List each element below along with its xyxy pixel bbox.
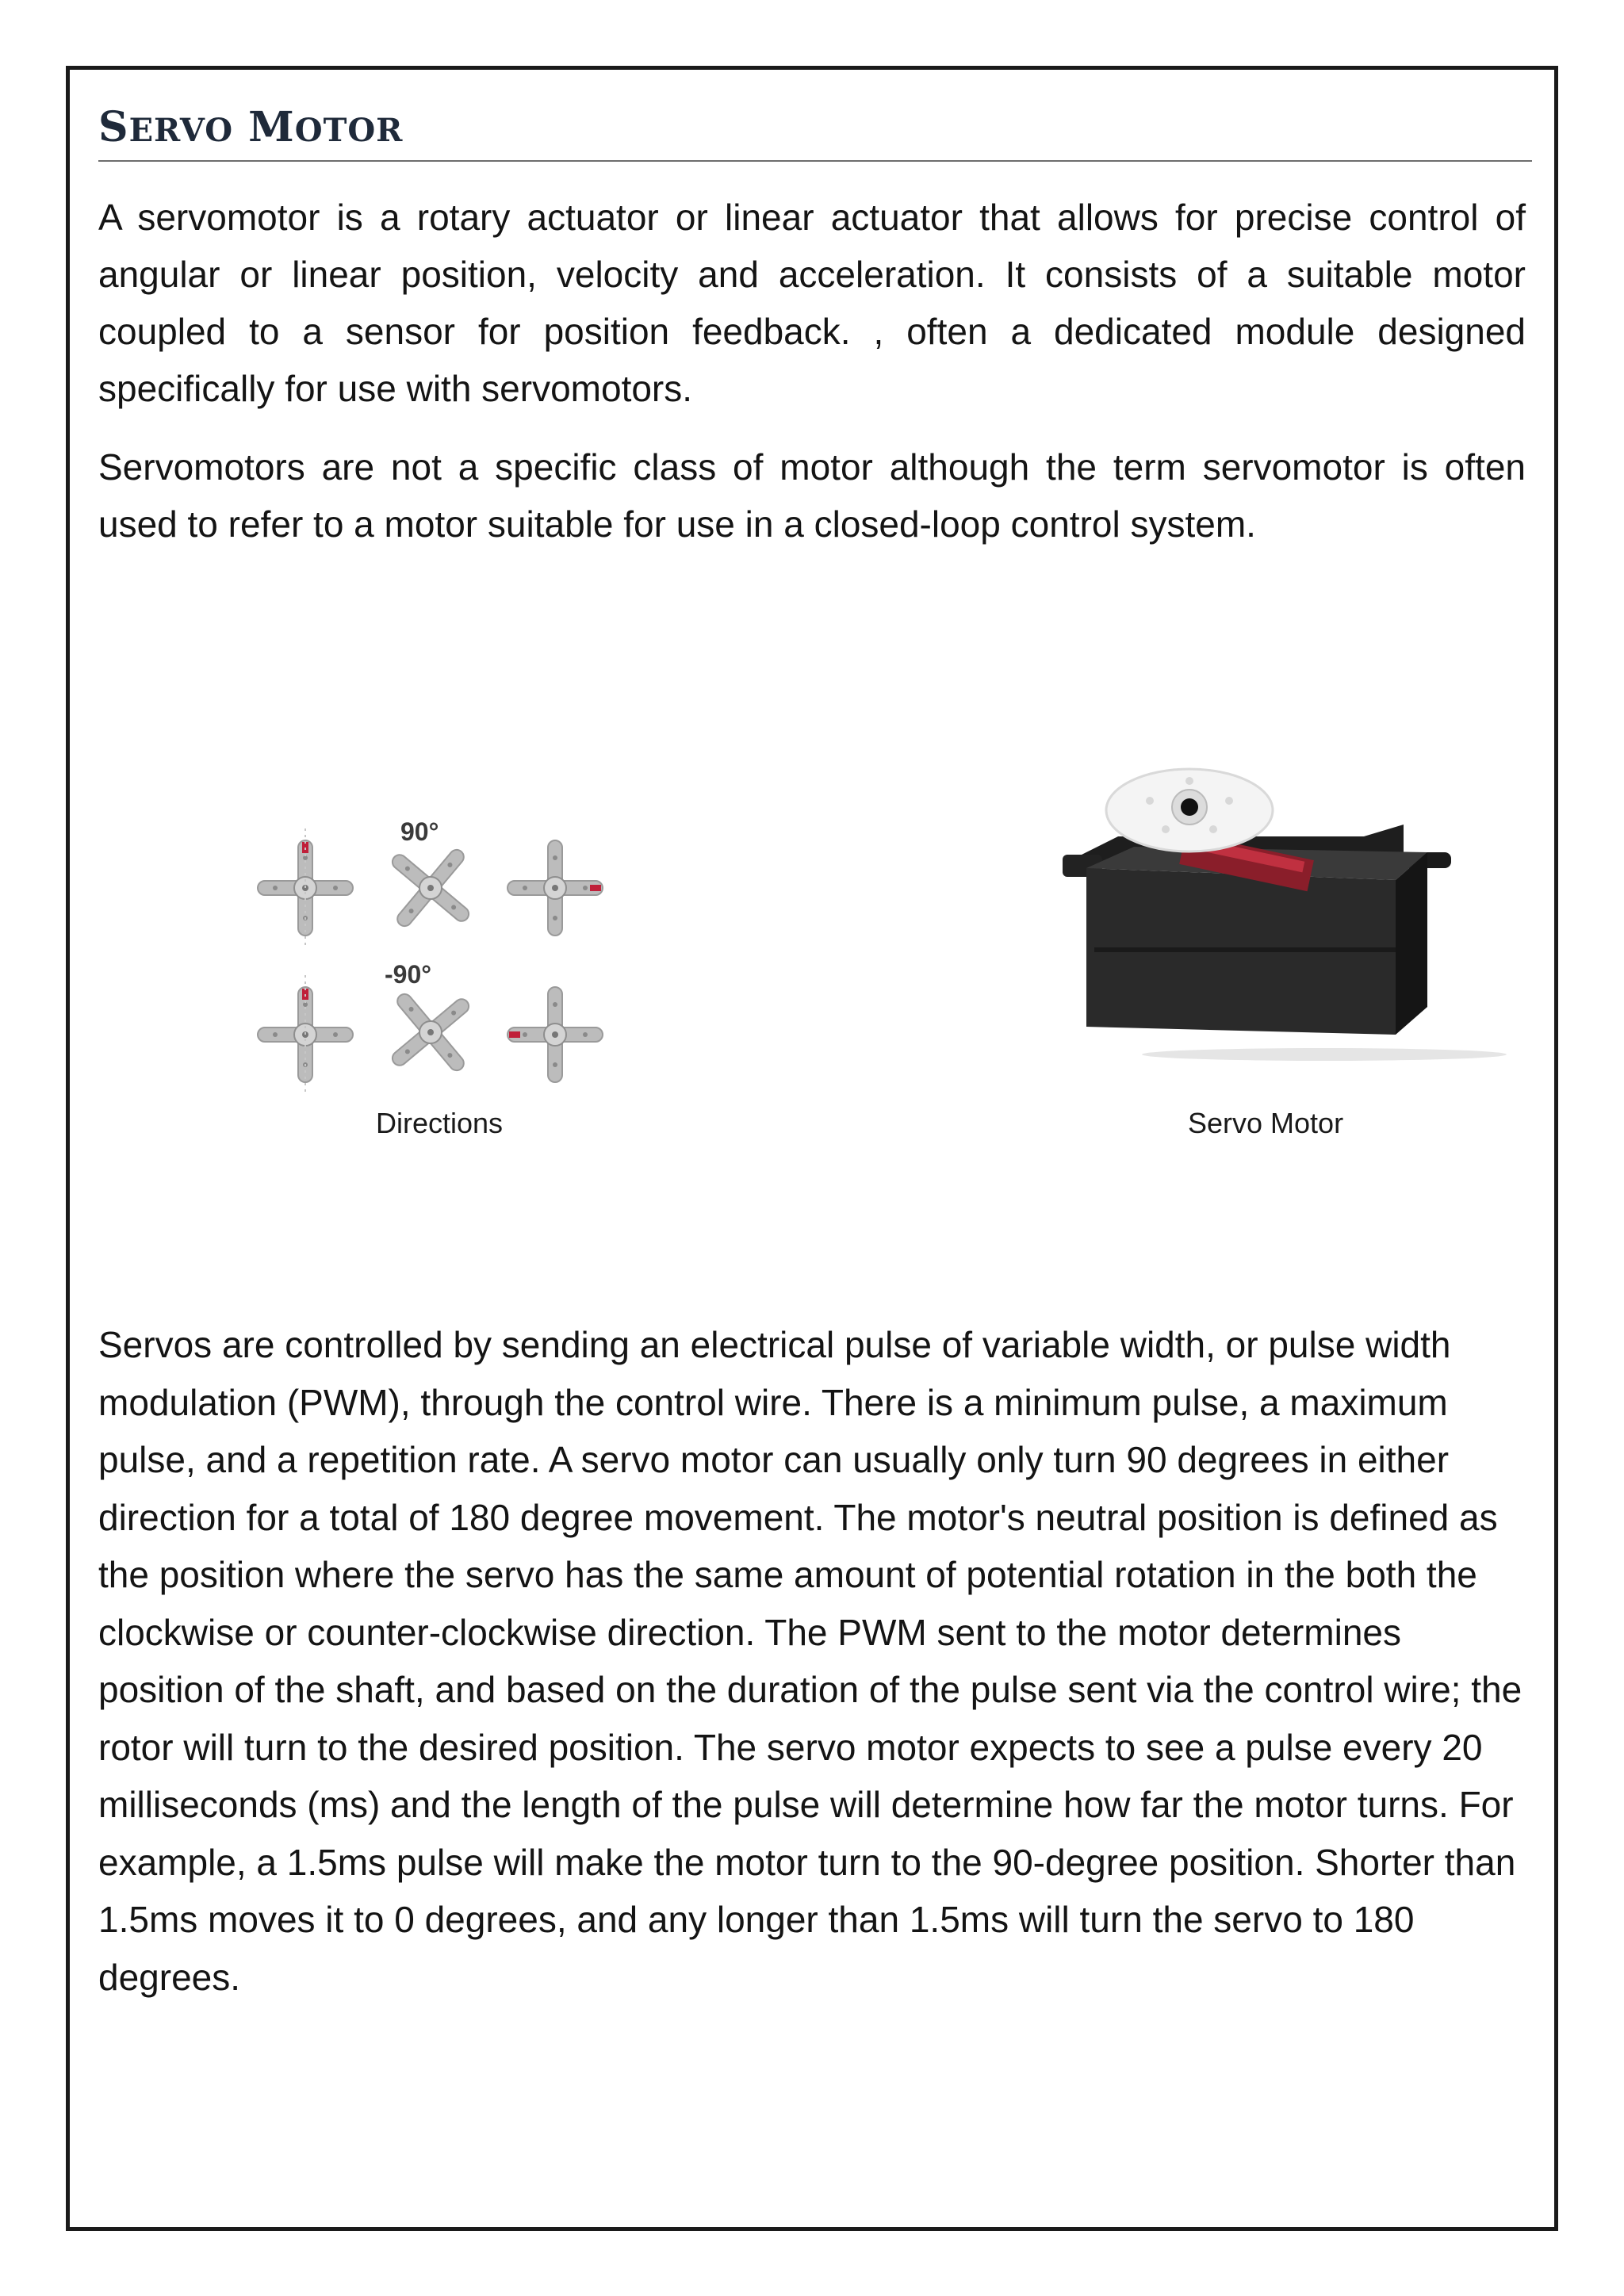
angle-negative-label: -90° bbox=[385, 960, 432, 989]
servo-motor-caption: Servo Motor bbox=[1188, 1107, 1344, 1139]
definition-paragraph: Servomotors are not a specific class of motor although the term servomotor is often used to refer to a motor suitable for use in a closed-loop control system. bbox=[98, 446, 1526, 545]
directions-figure bbox=[238, 809, 650, 1094]
horn-right-top bbox=[508, 840, 603, 936]
horn-left-bottom bbox=[508, 987, 603, 1082]
servo-motor-figure bbox=[1031, 761, 1522, 1062]
directions-caption: Directions bbox=[376, 1107, 504, 1139]
intro-paragraph: A servomotor is a rotary actuator or linear actuator that allows for precise control of angular or linear position, velocity and acceleration. It consists of a suitable motor coupled to a sensor for position feedback. , often a dedicated module designed specifically for use with servomotors. bbox=[98, 197, 1526, 409]
horn-center-top bbox=[258, 828, 353, 947]
heading-underline bbox=[98, 160, 1532, 162]
angle-positive-label: 90° bbox=[400, 817, 439, 846]
pwm-paragraph: Servos are controlled by sending an electrical pulse of variable width, or pulse width modulation (PWM), through the control wire. There is a minimum pulse, a maximum pulse, and a repetition rate. A servo motor can usually only turn 90 degrees in either direction for a total of 180 degree movement. The motor's neutral position is defined as the position where the servo has the same amount of potential rotation in the both the clockwise or counter-clockwise direction. The PWM sent to the motor determines position of the shaft, and based on the duration of the pulse sent via the control wire; the rotor will turn to the desired position. The servo motor expects to see a pulse every 20 milliseconds (ms) and the length of the pulse will determine how far the motor turns. For example, a 1.5ms pulse will make the motor turn to the 90-degree position. Shorter than 1.5ms moves it to 0 degrees, and any longer than 1.5ms will turn the servo to 180 degrees. bbox=[98, 1324, 1522, 1998]
horn-center-bottom bbox=[258, 975, 353, 1094]
page-title: SERVO MOTOR bbox=[98, 103, 404, 151]
